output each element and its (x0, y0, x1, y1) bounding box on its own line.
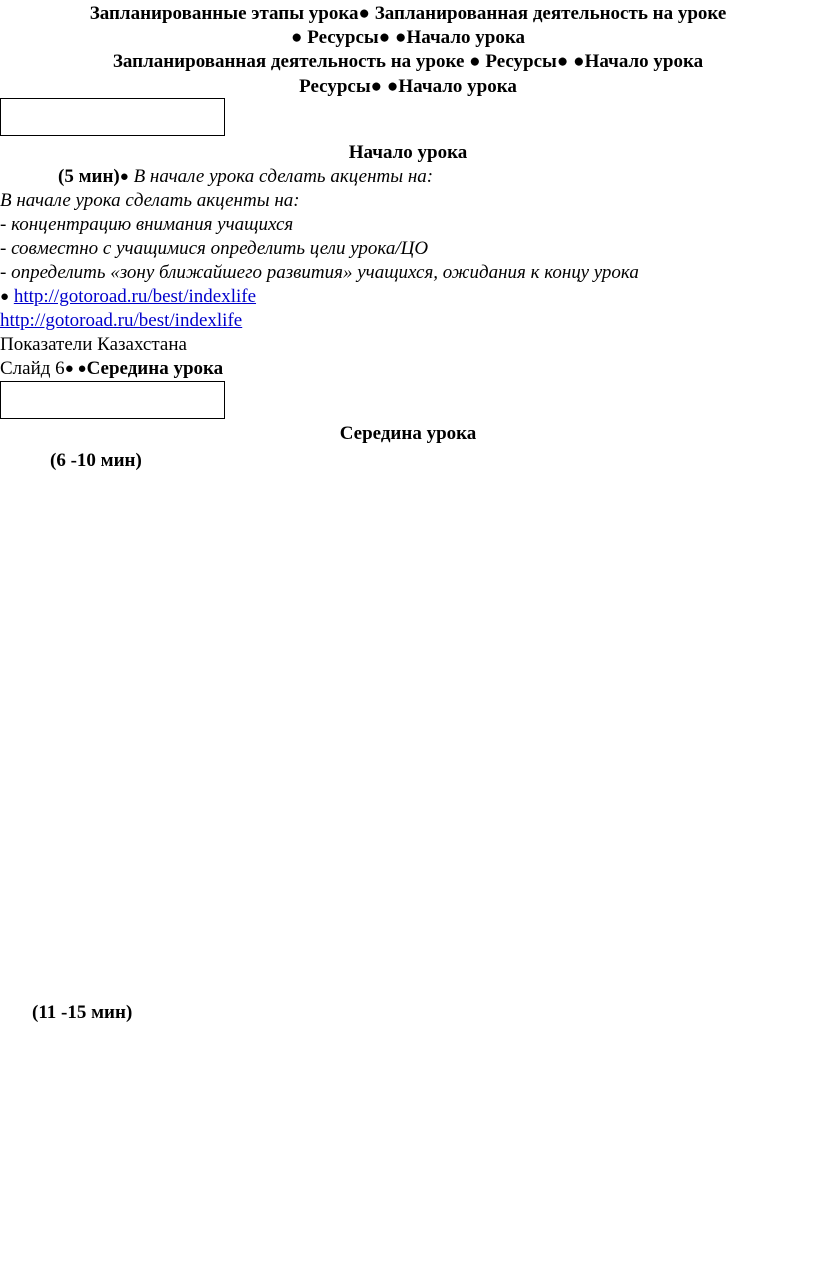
resource-link[interactable]: http://gotoroad.ru/best/indexlife (0, 310, 243, 331)
header-line-1: Запланированные этапы урока● Запланированная деятельность на уроке (89, 3, 727, 24)
intro-text: В начале урока сделать акценты на: (0, 190, 300, 211)
intro-inline-text: В начале урока сделать акценты на: (128, 166, 434, 187)
header-line-4: Ресурсы● ●Начало урока (299, 76, 517, 97)
empty-table-cell (0, 381, 225, 419)
header-line-2: ● Ресурсы● ●Начало урока (290, 27, 525, 48)
duration-line (58, 165, 433, 189)
resource-link[interactable]: http://gotoroad.ru/best/indexlife (13, 286, 257, 307)
slide-label: Слайд 6 (0, 358, 65, 379)
duration-label: (11 -15 мин) (32, 1002, 133, 1023)
resource-link-line-2 (0, 309, 242, 333)
section-title-lesson-start: Начало урока (348, 142, 468, 163)
list-item: - концентрацию внимания учащихся (0, 214, 294, 235)
header-line-3: Запланированная деятельность на уроке ● Ресурсы● ●Начало урока (112, 51, 704, 72)
bullet-icon: ● (0, 289, 10, 305)
duration-label: (5 мин) (58, 166, 120, 187)
slide-line (0, 357, 223, 381)
next-section-label: Середина урока (86, 358, 224, 379)
resource-link-line (0, 285, 256, 309)
empty-table-cell (0, 98, 225, 136)
list-item: - совместно с учащимися определить цели урока/ЦО (0, 238, 429, 259)
bullet-icon: ● ● (64, 361, 87, 377)
list-item: - определить «зону ближайшего развития» учащихся, ожидания к концу урока (0, 262, 639, 283)
resource-caption: Показатели Казахстана (0, 334, 187, 355)
duration-label: (6 -10 мин) (50, 450, 142, 471)
bullet-icon: ● (119, 169, 129, 185)
section-title-lesson-middle: Середина урока (339, 423, 477, 444)
